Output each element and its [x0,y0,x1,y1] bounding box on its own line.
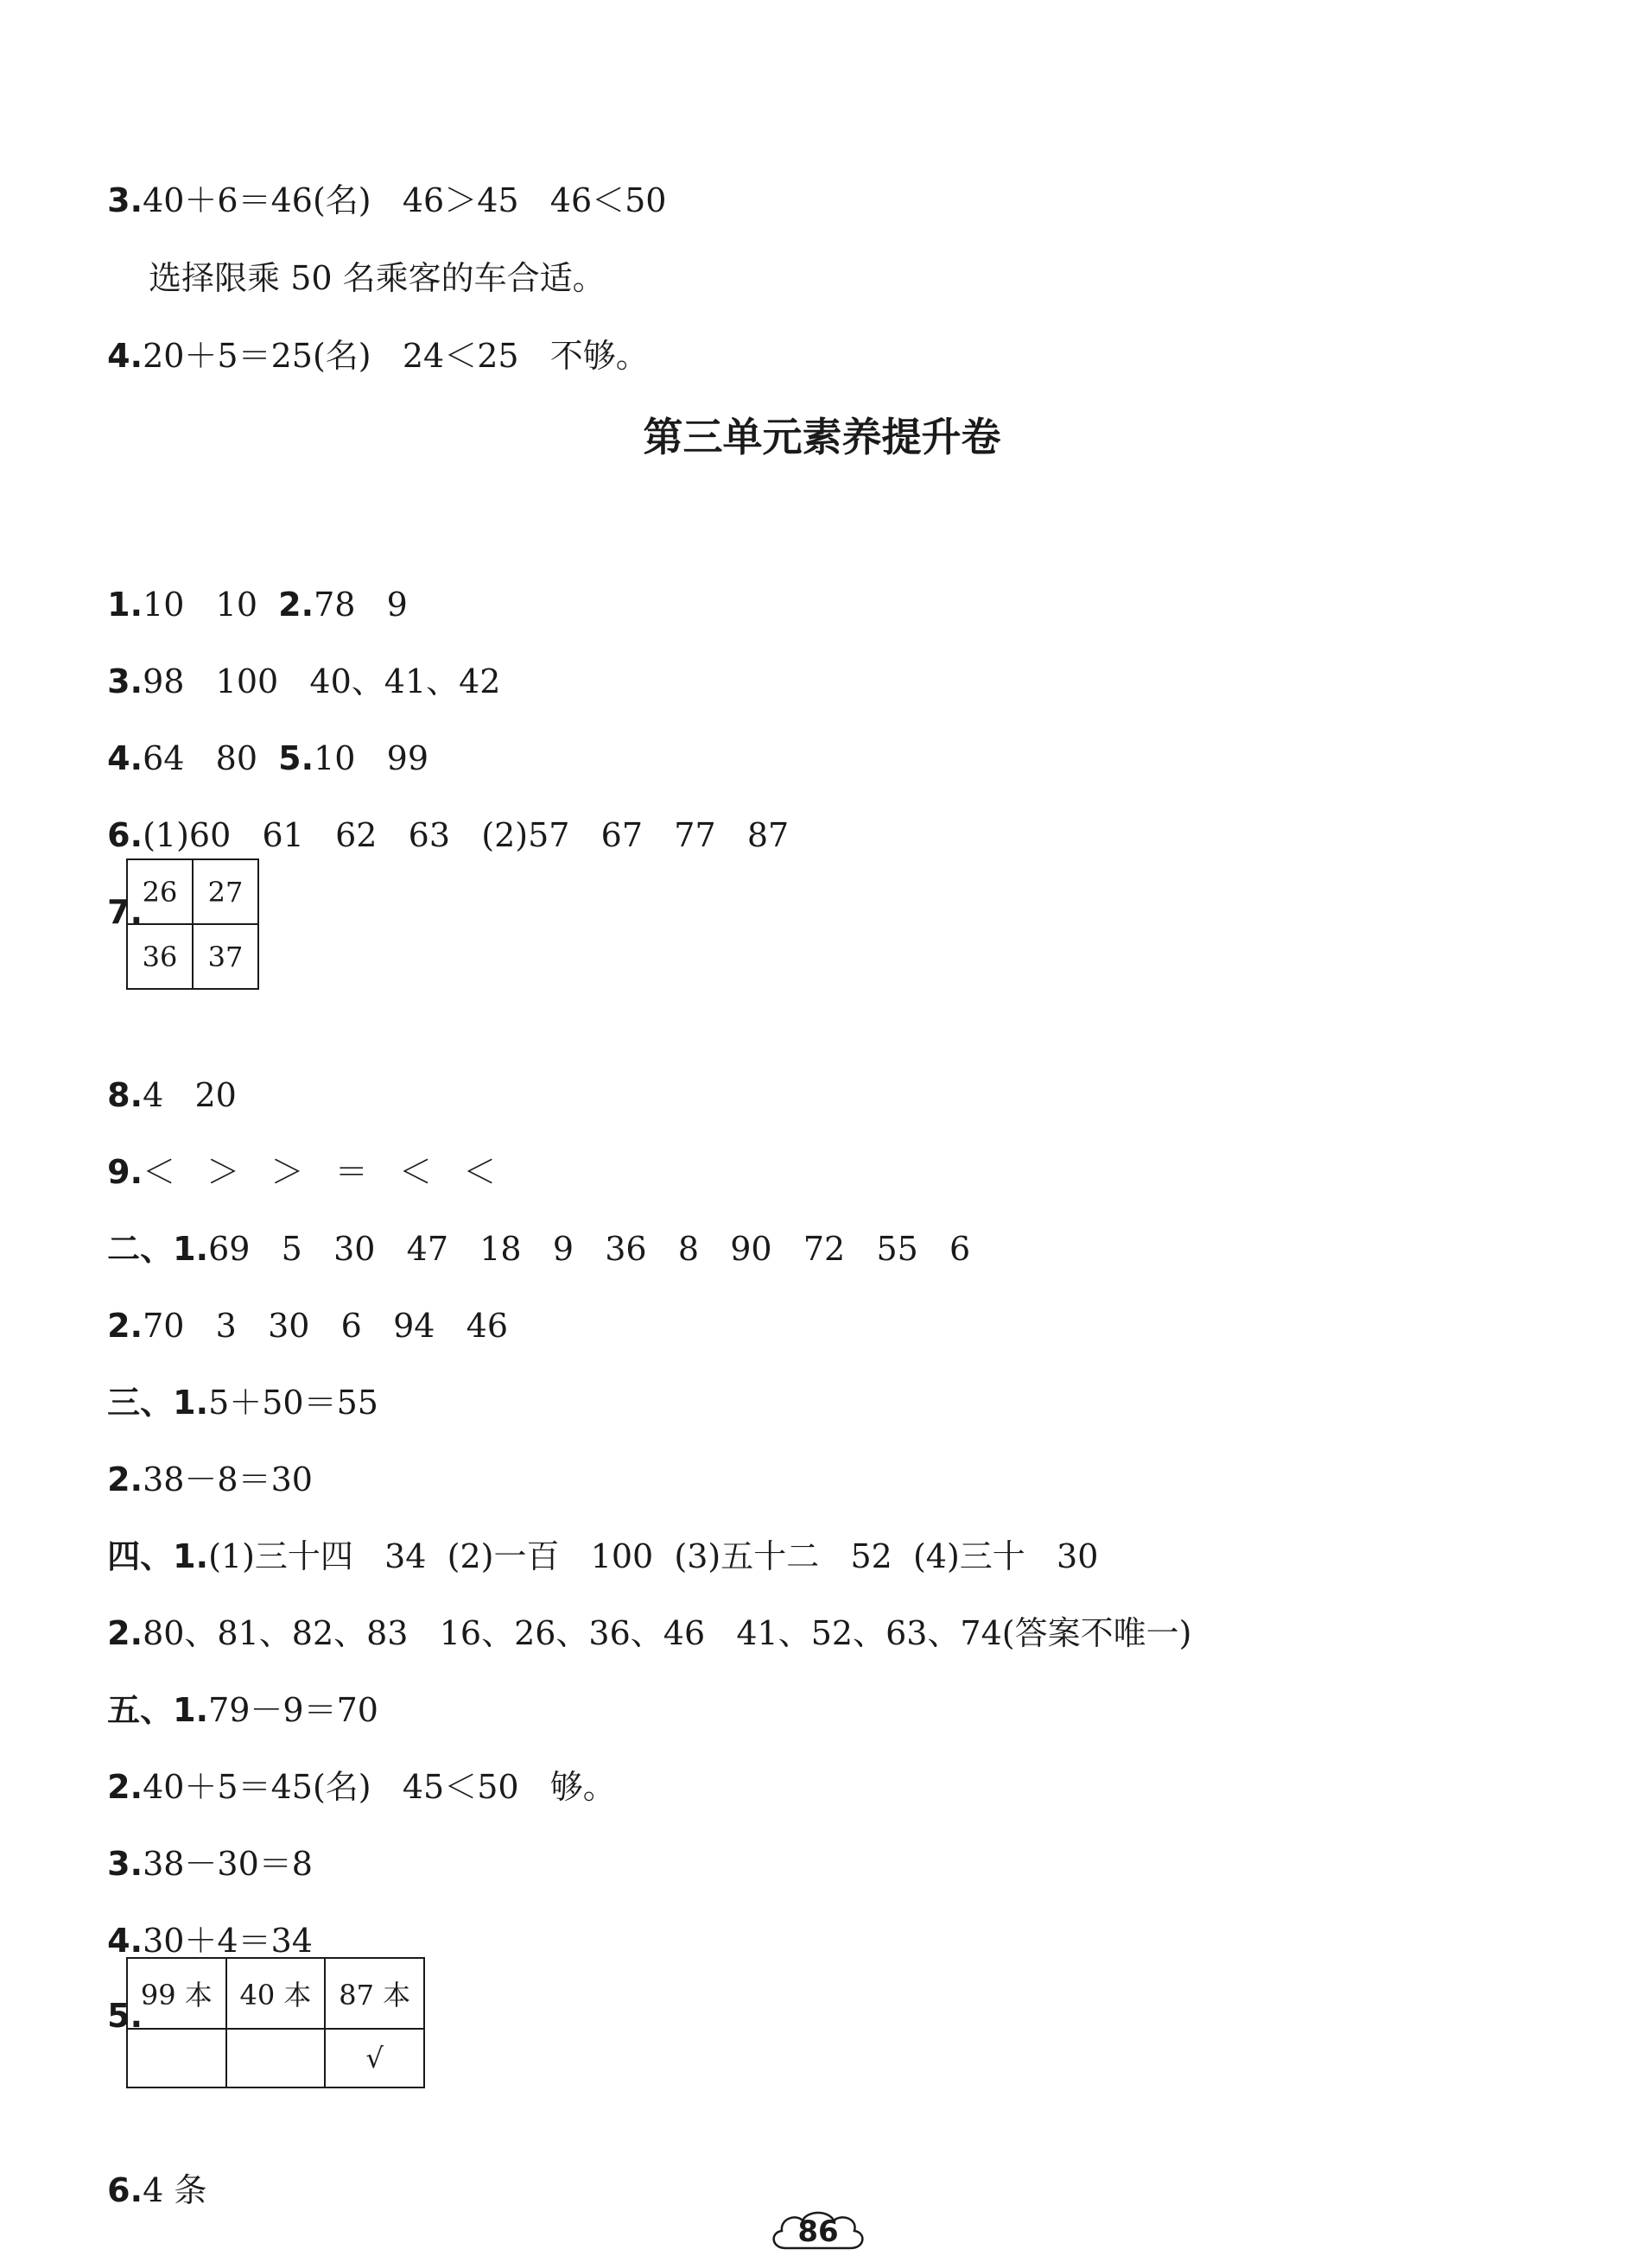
answer-text: 79－9＝70 [208,1691,378,1729]
question-number: 7. [107,893,143,931]
answer-line [86,2123,206,2213]
number-grid-q7 [126,858,259,990]
answer-text: 98 100 40、41、42 [143,662,501,700]
answer-text: 38－8＝30 [143,1460,313,1498]
question-number: 4. [107,1922,143,1960]
answer-text: 4 条 [143,2171,207,2209]
page-number: 86 [797,2214,839,2249]
question-number: 6. [107,2171,143,2209]
answer-text: 30＋4＝34 [143,1922,313,1960]
answer-text: 40＋5＝45(名) 45＜50 够。 [143,1768,616,1806]
table-mark-cell [127,2029,226,2087]
question-number: 2. [107,1460,143,1498]
table-mark-cell: √ [325,2029,424,2087]
answer-text: 70 3 30 6 94 46 [143,1307,509,1345]
grid-cell: 36 [127,924,193,989]
answer-line [128,211,606,301]
question-number: 4. [107,739,143,777]
question-number: 2. [278,586,314,624]
grid-cell: 37 [193,924,258,989]
table-mark-cell [226,2029,326,2087]
question-number: 6. [107,816,143,854]
answer-text: 38－30＝8 [143,1845,313,1883]
question-number: 2. [107,1614,143,1652]
question-number: 二、1. [107,1230,209,1268]
answer-text: 4 20 [143,1076,237,1114]
question-number: 四、1. [107,1537,209,1575]
answer-text: 5＋50＝55 [208,1384,378,1422]
table-header-cell: 40 本 [226,1958,326,2029]
question-number: 4. [107,337,143,375]
answer-line [86,768,789,858]
grid-cell: 27 [193,859,258,924]
answer-text: (1)三十四 34 (2)一百 100 (3)五十二 52 (4)三十 30 [208,1537,1099,1575]
answer-text: 20＋5＝25(名) 24＜25 不够。 [143,337,649,375]
question-number: 5. [278,739,314,777]
answer-line [86,133,667,223]
answer-text: 69 5 30 47 18 9 36 8 90 72 55 6 [208,1230,971,1268]
answer-text: 78 9 [314,586,408,624]
question-number: 3. [107,662,143,700]
answer-text: 选择限乘 50 名乘客的车合适。 [149,259,606,297]
question-number: 三、1. [107,1384,209,1422]
answer-text: (1)60 61 62 63 (2)57 67 77 87 [143,816,790,854]
question-number: 五、1. [107,1691,209,1729]
answer-text: 10 10 [143,586,279,624]
section-title: 第三单元素养提升卷 [643,414,1001,460]
answer-line [86,288,649,378]
answer-text: ＜ ＞ ＞ ＝ ＜ ＜ [143,1153,497,1191]
answer-text: 64 80 [143,739,279,777]
answer-text: 40＋6＝46(名) 46＞45 46＜50 [143,181,667,219]
question-number: 2. [107,1768,143,1806]
table-header-cell: 99 本 [127,1958,226,2029]
page-number-badge [766,2207,870,2257]
grid-cell: 26 [127,859,193,924]
question-number: 3. [107,181,143,219]
question-number: 9. [107,1153,143,1191]
question-number: 2. [107,1307,143,1345]
answer-text: 10 99 [314,739,429,777]
table-header-cell: 87 本 [325,1958,424,2029]
question-number: 5. [107,1997,143,2035]
answer-text: 80、81、82、83 16、26、36、46 41、52、63、74(答案不唯一) [143,1614,1192,1652]
question-number: 1. [107,586,143,624]
question-number: 8. [107,1076,143,1114]
question-number: 3. [107,1845,143,1883]
choice-table-q5 [126,1957,425,2088]
